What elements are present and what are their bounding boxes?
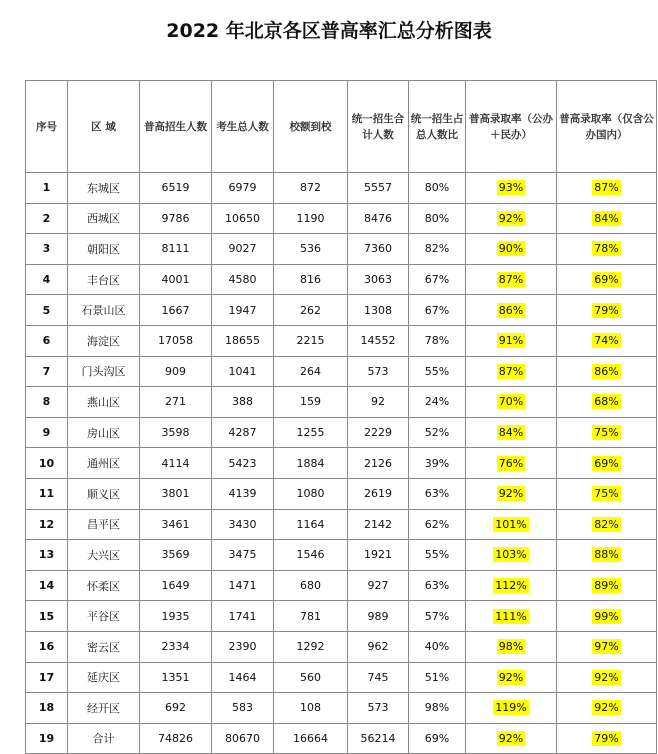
table-cell: 1546 bbox=[274, 540, 348, 571]
table-cell bbox=[466, 509, 557, 540]
highlighted-rate: 84% bbox=[594, 211, 619, 225]
table-cell: 4 bbox=[26, 264, 68, 295]
column-header: 普高录取率（公办＋民办） bbox=[466, 81, 557, 173]
table-cell: 6979 bbox=[212, 173, 274, 204]
table-cell bbox=[557, 417, 657, 448]
table-cell bbox=[557, 540, 657, 571]
table-cell bbox=[557, 173, 657, 204]
table-cell: 7360 bbox=[348, 234, 409, 265]
table-cell: 石景山区 bbox=[68, 295, 140, 326]
table-cell: 东城区 bbox=[68, 173, 140, 204]
highlighted-rate: 112% bbox=[495, 579, 527, 593]
table-cell: 1464 bbox=[212, 662, 274, 693]
table-cell: 经开区 bbox=[68, 693, 140, 724]
table-cell: 51% bbox=[409, 662, 466, 693]
table-cell: 海淀区 bbox=[68, 325, 140, 356]
table-cell: 92 bbox=[348, 387, 409, 418]
table-row bbox=[26, 631, 657, 662]
table-cell: 3 bbox=[26, 234, 68, 265]
table-cell: 74826 bbox=[140, 723, 212, 754]
table-cell: 1649 bbox=[140, 570, 212, 601]
table-cell bbox=[466, 601, 557, 632]
highlighted-rate: 69% bbox=[594, 456, 619, 470]
table-cell: 7 bbox=[26, 356, 68, 387]
table-cell: 55% bbox=[409, 540, 466, 571]
table-row bbox=[26, 662, 657, 693]
table-cell: 西城区 bbox=[68, 203, 140, 234]
highlighted-rate: 79% bbox=[594, 731, 619, 745]
table-cell bbox=[557, 356, 657, 387]
table-cell: 17058 bbox=[140, 325, 212, 356]
table-cell: 63% bbox=[409, 570, 466, 601]
table-cell bbox=[466, 203, 557, 234]
table-cell: 98% bbox=[409, 693, 466, 724]
table-cell: 2126 bbox=[348, 448, 409, 479]
table-cell: 1080 bbox=[274, 478, 348, 509]
table-cell: 17 bbox=[26, 662, 68, 693]
table-cell bbox=[557, 325, 657, 356]
table-cell: 丰台区 bbox=[68, 264, 140, 295]
highlighted-rate: 92% bbox=[498, 487, 524, 501]
table-cell: 1921 bbox=[348, 540, 409, 571]
table-cell: 80% bbox=[409, 203, 466, 234]
table-cell bbox=[466, 693, 557, 724]
table-cell bbox=[557, 387, 657, 418]
table-cell bbox=[466, 234, 557, 265]
table-cell: 2142 bbox=[348, 509, 409, 540]
table-cell: 67% bbox=[409, 295, 466, 326]
highlighted-rate: 76% bbox=[498, 456, 524, 470]
table-cell: 8 bbox=[26, 387, 68, 418]
column-header: 普高录取率（仅含公办国内） bbox=[557, 81, 657, 173]
highlighted-rate: 92% bbox=[498, 670, 524, 684]
table-row bbox=[26, 173, 657, 204]
table-row bbox=[26, 295, 657, 326]
table-row bbox=[26, 693, 657, 724]
table-cell bbox=[557, 203, 657, 234]
table-cell: 989 bbox=[348, 601, 409, 632]
table-cell bbox=[466, 325, 557, 356]
table-cell: 9027 bbox=[212, 234, 274, 265]
table-cell: 583 bbox=[212, 693, 274, 724]
table-cell bbox=[557, 723, 657, 754]
table-cell: 24% bbox=[409, 387, 466, 418]
table-cell bbox=[466, 723, 557, 754]
table-cell: 11 bbox=[26, 478, 68, 509]
highlighted-rate: 92% bbox=[594, 670, 619, 684]
table-cell: 密云区 bbox=[68, 631, 140, 662]
highlighted-rate: 99% bbox=[594, 609, 619, 623]
table-cell bbox=[466, 264, 557, 295]
table-cell: 12 bbox=[26, 509, 68, 540]
table-cell: 13 bbox=[26, 540, 68, 571]
table-cell: 872 bbox=[274, 173, 348, 204]
table-cell: 延庆区 bbox=[68, 662, 140, 693]
table-cell: 4139 bbox=[212, 478, 274, 509]
table-cell: 4001 bbox=[140, 264, 212, 295]
table-cell: 4287 bbox=[212, 417, 274, 448]
table-cell: 1041 bbox=[212, 356, 274, 387]
highlighted-rate: 111% bbox=[495, 609, 527, 623]
table-cell: 67% bbox=[409, 264, 466, 295]
table-cell: 536 bbox=[274, 234, 348, 265]
table-cell: 1471 bbox=[212, 570, 274, 601]
table-cell: 2 bbox=[26, 203, 68, 234]
table-cell: 顺义区 bbox=[68, 478, 140, 509]
table-cell bbox=[466, 570, 557, 601]
table-cell: 692 bbox=[140, 693, 212, 724]
table-cell: 8111 bbox=[140, 234, 212, 265]
table-cell: 108 bbox=[274, 693, 348, 724]
table-cell bbox=[466, 173, 557, 204]
table-cell: 680 bbox=[274, 570, 348, 601]
table-cell: 3801 bbox=[140, 478, 212, 509]
table-cell: 14552 bbox=[348, 325, 409, 356]
table-cell: 9786 bbox=[140, 203, 212, 234]
table-cell: 57% bbox=[409, 601, 466, 632]
table-cell bbox=[557, 631, 657, 662]
table-cell: 房山区 bbox=[68, 417, 140, 448]
table-cell: 4114 bbox=[140, 448, 212, 479]
table-cell bbox=[466, 387, 557, 418]
highlighted-rate: 82% bbox=[594, 517, 619, 531]
table-cell: 1 bbox=[26, 173, 68, 204]
table-cell bbox=[466, 295, 557, 326]
table-row bbox=[26, 203, 657, 234]
table-row bbox=[26, 723, 657, 754]
page-title: 2022 年北京各区普高率汇总分析图表 bbox=[166, 20, 492, 42]
table-cell bbox=[466, 448, 557, 479]
table-cell: 19 bbox=[26, 723, 68, 754]
table-row bbox=[26, 356, 657, 387]
table-cell: 40% bbox=[409, 631, 466, 662]
column-header: 校额到校 bbox=[274, 81, 348, 173]
column-header: 序号 bbox=[26, 81, 68, 173]
table-cell bbox=[466, 478, 557, 509]
table-cell: 573 bbox=[348, 356, 409, 387]
table-cell: 1255 bbox=[274, 417, 348, 448]
table-row bbox=[26, 448, 657, 479]
highlighted-rate: 69% bbox=[594, 273, 619, 287]
highlighted-rate: 89% bbox=[594, 579, 619, 593]
highlighted-rate: 78% bbox=[594, 242, 619, 256]
table-cell: 159 bbox=[274, 387, 348, 418]
table-row bbox=[26, 387, 657, 418]
table-cell bbox=[466, 662, 557, 693]
table-cell: 2215 bbox=[274, 325, 348, 356]
table-cell: 745 bbox=[348, 662, 409, 693]
table-cell: 909 bbox=[140, 356, 212, 387]
table-cell: 14 bbox=[26, 570, 68, 601]
table-cell: 10650 bbox=[212, 203, 274, 234]
column-header: 统一招生占总人数比 bbox=[409, 81, 466, 173]
table-row bbox=[26, 509, 657, 540]
table-cell: 大兴区 bbox=[68, 540, 140, 571]
table-cell: 2229 bbox=[348, 417, 409, 448]
table-cell: 6 bbox=[26, 325, 68, 356]
table-cell bbox=[557, 570, 657, 601]
table-cell: 怀柔区 bbox=[68, 570, 140, 601]
table-cell bbox=[466, 540, 557, 571]
table-cell: 962 bbox=[348, 631, 409, 662]
table-cell: 18 bbox=[26, 693, 68, 724]
table-row bbox=[26, 234, 657, 265]
table-cell bbox=[557, 448, 657, 479]
highlighted-rate: 75% bbox=[594, 487, 619, 501]
highlighted-rate: 101% bbox=[495, 517, 527, 531]
table-row bbox=[26, 417, 657, 448]
table-cell: 8476 bbox=[348, 203, 409, 234]
table-cell: 1741 bbox=[212, 601, 274, 632]
table-cell: 合计 bbox=[68, 723, 140, 754]
table-cell: 1667 bbox=[140, 295, 212, 326]
table-cell bbox=[557, 264, 657, 295]
table-cell: 1935 bbox=[140, 601, 212, 632]
table-cell: 1292 bbox=[274, 631, 348, 662]
table-cell: 62% bbox=[409, 509, 466, 540]
table-cell: 56214 bbox=[348, 723, 409, 754]
table-cell: 燕山区 bbox=[68, 387, 140, 418]
table-cell: 1351 bbox=[140, 662, 212, 693]
table-cell: 3475 bbox=[212, 540, 274, 571]
table-cell: 1947 bbox=[212, 295, 274, 326]
highlighted-rate: 119% bbox=[495, 701, 527, 715]
table-cell: 通州区 bbox=[68, 448, 140, 479]
table-cell: 2390 bbox=[212, 631, 274, 662]
highlighted-rate: 90% bbox=[498, 242, 524, 256]
column-header: 考生总人数 bbox=[212, 81, 274, 173]
highlighted-rate: 79% bbox=[594, 303, 619, 317]
table-cell: 63% bbox=[409, 478, 466, 509]
table-cell: 4580 bbox=[212, 264, 274, 295]
table-cell: 3063 bbox=[348, 264, 409, 295]
table-cell: 82% bbox=[409, 234, 466, 265]
table-row bbox=[26, 325, 657, 356]
column-header: 普高招生人数 bbox=[140, 81, 212, 173]
table-cell: 1884 bbox=[274, 448, 348, 479]
highlighted-rate: 87% bbox=[498, 364, 524, 378]
table-cell: 388 bbox=[212, 387, 274, 418]
table-cell: 2334 bbox=[140, 631, 212, 662]
highlighted-rate: 84% bbox=[498, 426, 524, 440]
table-row bbox=[26, 601, 657, 632]
highlighted-rate: 92% bbox=[498, 731, 524, 745]
table-cell: 1190 bbox=[274, 203, 348, 234]
table-cell bbox=[557, 234, 657, 265]
table-cell: 18655 bbox=[212, 325, 274, 356]
column-header: 区 域 bbox=[68, 81, 140, 173]
table-cell: 573 bbox=[348, 693, 409, 724]
table-cell: 1164 bbox=[274, 509, 348, 540]
table-cell: 6519 bbox=[140, 173, 212, 204]
highlighted-rate: 87% bbox=[594, 181, 619, 195]
highlighted-rate: 70% bbox=[498, 395, 524, 409]
table-cell: 昌平区 bbox=[68, 509, 140, 540]
highlighted-rate: 97% bbox=[594, 640, 619, 654]
table-cell: 3569 bbox=[140, 540, 212, 571]
table-cell: 80670 bbox=[212, 723, 274, 754]
table-cell: 门头沟区 bbox=[68, 356, 140, 387]
table-cell: 560 bbox=[274, 662, 348, 693]
highlighted-rate: 98% bbox=[498, 640, 524, 654]
table-cell bbox=[466, 356, 557, 387]
table-cell: 52% bbox=[409, 417, 466, 448]
table-cell: 927 bbox=[348, 570, 409, 601]
table-cell: 5 bbox=[26, 295, 68, 326]
table-cell: 816 bbox=[274, 264, 348, 295]
highlighted-rate: 91% bbox=[498, 334, 524, 348]
table-cell: 9 bbox=[26, 417, 68, 448]
highlighted-rate: 92% bbox=[594, 701, 619, 715]
highlighted-rate: 92% bbox=[498, 211, 524, 225]
table-row bbox=[26, 478, 657, 509]
table-row bbox=[26, 570, 657, 601]
table-cell: 5557 bbox=[348, 173, 409, 204]
highlighted-rate: 74% bbox=[594, 334, 619, 348]
header-row bbox=[26, 81, 657, 173]
highlighted-rate: 86% bbox=[498, 303, 524, 317]
table-cell bbox=[557, 693, 657, 724]
table-cell bbox=[466, 631, 557, 662]
table-cell: 5423 bbox=[212, 448, 274, 479]
table-cell: 2619 bbox=[348, 478, 409, 509]
table-cell: 55% bbox=[409, 356, 466, 387]
highlighted-rate: 87% bbox=[498, 273, 524, 287]
table-cell: 264 bbox=[274, 356, 348, 387]
table-cell: 16664 bbox=[274, 723, 348, 754]
table-cell: 3461 bbox=[140, 509, 212, 540]
column-header: 统一招生合计人数 bbox=[348, 81, 409, 173]
summary-table bbox=[25, 80, 657, 754]
highlighted-rate: 88% bbox=[594, 548, 619, 562]
highlighted-rate: 93% bbox=[498, 181, 524, 195]
table-cell: 16 bbox=[26, 631, 68, 662]
highlighted-rate: 75% bbox=[594, 426, 619, 440]
table-cell: 781 bbox=[274, 601, 348, 632]
table-cell: 271 bbox=[140, 387, 212, 418]
table-cell: 69% bbox=[409, 723, 466, 754]
table-cell: 262 bbox=[274, 295, 348, 326]
table-row bbox=[26, 264, 657, 295]
highlighted-rate: 68% bbox=[594, 395, 619, 409]
table-cell bbox=[557, 295, 657, 326]
table-cell: 80% bbox=[409, 173, 466, 204]
table-cell: 78% bbox=[409, 325, 466, 356]
table-cell bbox=[557, 601, 657, 632]
table-row bbox=[26, 540, 657, 571]
table-cell: 平谷区 bbox=[68, 601, 140, 632]
table-cell bbox=[466, 417, 557, 448]
table-cell bbox=[557, 478, 657, 509]
table-cell bbox=[557, 662, 657, 693]
table-cell: 朝阳区 bbox=[68, 234, 140, 265]
table-cell bbox=[557, 509, 657, 540]
table-cell: 3598 bbox=[140, 417, 212, 448]
highlighted-rate: 103% bbox=[495, 548, 527, 562]
table-cell: 39% bbox=[409, 448, 466, 479]
table-cell: 3430 bbox=[212, 509, 274, 540]
table-cell: 15 bbox=[26, 601, 68, 632]
table-cell: 10 bbox=[26, 448, 68, 479]
highlighted-rate: 86% bbox=[594, 364, 619, 378]
table-cell: 1308 bbox=[348, 295, 409, 326]
